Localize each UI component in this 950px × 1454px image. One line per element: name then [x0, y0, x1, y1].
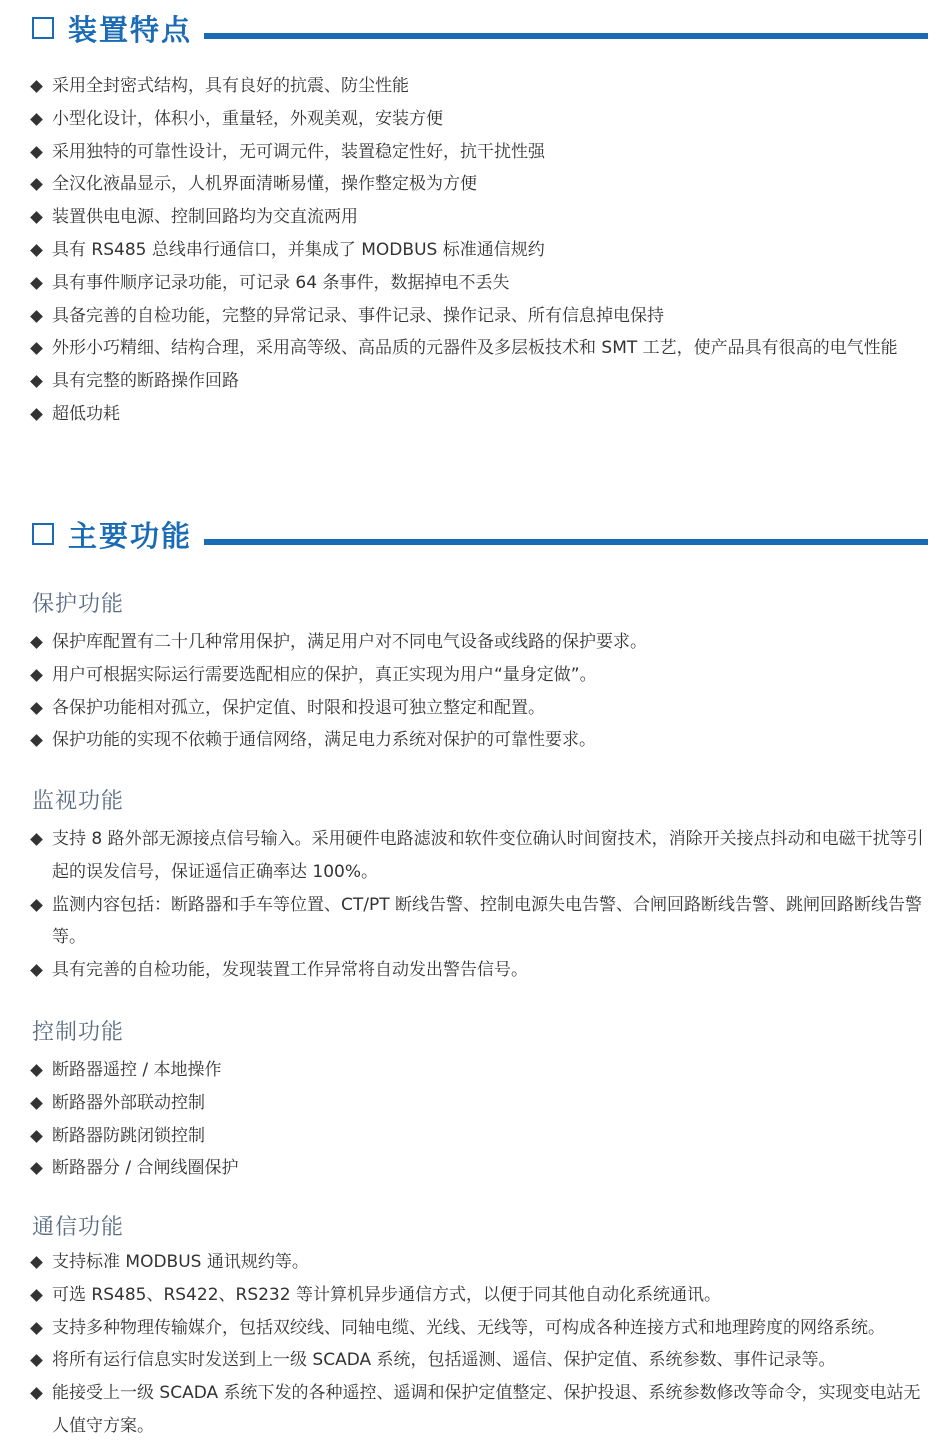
- monitoring-heading: 监视功能: [32, 789, 125, 814]
- diamond-bullet-icon: [30, 310, 43, 323]
- diamond-bullet-icon: [30, 146, 43, 159]
- control-list: [32, 1054, 928, 1185]
- diamond-bullet-icon: [30, 179, 43, 192]
- features-title: 装置特点: [68, 12, 193, 47]
- functions-title: 主要功能: [68, 518, 193, 553]
- diamond-bullet-icon: [30, 702, 43, 715]
- list-item: 具有事件顺序记录功能，可记录 64 条事件，数据掉电不丢失: [32, 267, 928, 300]
- features-header: [32, 8, 928, 48]
- checkbox-square-icon: [32, 17, 54, 39]
- list-item: 支持多种物理传输媒介，包括双绞线、同轴电缆、光线、无线等，可构成各种连接方式和地理跨度的网络系统。: [32, 1312, 928, 1345]
- diamond-bullet-icon: [30, 899, 43, 912]
- diamond-bullet-icon: [30, 1130, 43, 1143]
- list-item: 监测内容包括：断路器和手车等位置、CT/PT 断线告警、控制电源失电告警、合闸回路断线告警、跳闸回路断线告警等。: [32, 889, 928, 955]
- list-item: 支持 8 路外部无源接点信号输入。采用硬件电路滤波和软件变位确认时间窗技术，消除开关接点抖动和电磁干扰等引起的误发信号，保证遥信正确率达 100%。: [32, 823, 928, 889]
- control-heading: 控制功能: [32, 1020, 125, 1045]
- list-item: 采用全封密式结构，具有良好的抗震、防尘性能: [32, 70, 928, 103]
- list-item: 用户可根据实际运行需要选配相应的保护，真正实现为用户“量身定做”。: [32, 659, 928, 692]
- protection-list: [32, 626, 928, 757]
- list-item: 可选 RS485、RS422、RS232 等计算机异步通信方式，以便于同其他自动化系统通讯。: [32, 1279, 928, 1312]
- diamond-bullet-icon: [30, 1387, 43, 1400]
- diamond-bullet-icon: [30, 211, 43, 224]
- list-item: 具有完善的自检功能，发现装置工作异常将自动发出警告信号。: [32, 954, 928, 987]
- diamond-bullet-icon: [30, 964, 43, 977]
- list-item: 支持标准 MODBUS 通讯规约等。: [32, 1246, 928, 1279]
- diamond-bullet-icon: [30, 80, 43, 93]
- diamond-bullet-icon: [30, 1322, 43, 1335]
- list-item: 具有 RS485 总线串行通信口，并集成了 MODBUS 标准通信规约: [32, 234, 928, 267]
- list-item: 能接受上一级 SCADA 系统下发的各种遥控、遥调和保护定值整定、保护投退、系统参数修改等命令，实现变电站无人值守方案。: [32, 1377, 928, 1443]
- list-item: 采用独特的可靠性设计，无可调元件，装置稳定性好，抗干扰性强: [32, 136, 928, 169]
- diamond-bullet-icon: [30, 244, 43, 257]
- list-item: 超低功耗: [32, 398, 928, 431]
- list-item: 保护功能的实现不依赖于通信网络，满足电力系统对保护的可靠性要求。: [32, 724, 928, 757]
- diamond-bullet-icon: [30, 277, 43, 290]
- list-item: 具备完善的自检功能，完整的异常记录、事件记录、操作记录、所有信息掉电保持: [32, 300, 928, 333]
- functions-header: [32, 514, 928, 554]
- diamond-bullet-icon: [30, 113, 43, 126]
- diamond-bullet-icon: [30, 375, 43, 388]
- features-list: [32, 70, 928, 431]
- list-item: 小型化设计，体积小，重量轻，外观美观，安装方便: [32, 103, 928, 136]
- list-item: 具有完整的断路操作回路: [32, 365, 928, 398]
- features-divider: [204, 33, 928, 39]
- diamond-bullet-icon: [30, 636, 43, 649]
- functions-divider: [204, 539, 928, 545]
- diamond-bullet-icon: [30, 1163, 43, 1176]
- diamond-bullet-icon: [30, 833, 43, 846]
- diamond-bullet-icon: [30, 1064, 43, 1077]
- diamond-bullet-icon: [30, 1355, 43, 1368]
- list-item: 保护库配置有二十几种常用保护，满足用户对不同电气设备或线路的保护要求。: [32, 626, 928, 659]
- list-item: 断路器防跳闭锁控制: [32, 1120, 928, 1153]
- diamond-bullet-icon: [30, 669, 43, 682]
- list-item: 断路器分 / 合闸线圈保护: [32, 1152, 928, 1185]
- diamond-bullet-icon: [30, 735, 43, 748]
- communication-list: [32, 1246, 928, 1443]
- list-item: 外形小巧精细、结构合理，采用高等级、高品质的元器件及多层板技术和 SMT 工艺，使产品具有很高的电气性能: [32, 332, 928, 365]
- protection-heading: 保护功能: [32, 592, 125, 617]
- checkbox-square-icon: [32, 523, 54, 545]
- diamond-bullet-icon: [30, 1256, 43, 1269]
- list-item: 将所有运行信息实时发送到上一级 SCADA 系统，包括遥测、遥信、保护定值、系统参数、事件记录等。: [32, 1344, 928, 1377]
- list-item: 断路器外部联动控制: [32, 1087, 928, 1120]
- monitoring-list: [32, 823, 928, 987]
- diamond-bullet-icon: [30, 408, 43, 421]
- communication-heading: 通信功能: [32, 1215, 125, 1240]
- list-item: 全汉化液晶显示，人机界面清晰易懂，操作整定极为方便: [32, 168, 928, 201]
- diamond-bullet-icon: [30, 1097, 43, 1110]
- list-item: 断路器遥控 / 本地操作: [32, 1054, 928, 1087]
- diamond-bullet-icon: [30, 343, 43, 356]
- list-item: 各保护功能相对孤立，保护定值、时限和投退可独立整定和配置。: [32, 692, 928, 725]
- diamond-bullet-icon: [30, 1289, 43, 1302]
- list-item: 装置供电电源、控制回路均为交直流两用: [32, 201, 928, 234]
